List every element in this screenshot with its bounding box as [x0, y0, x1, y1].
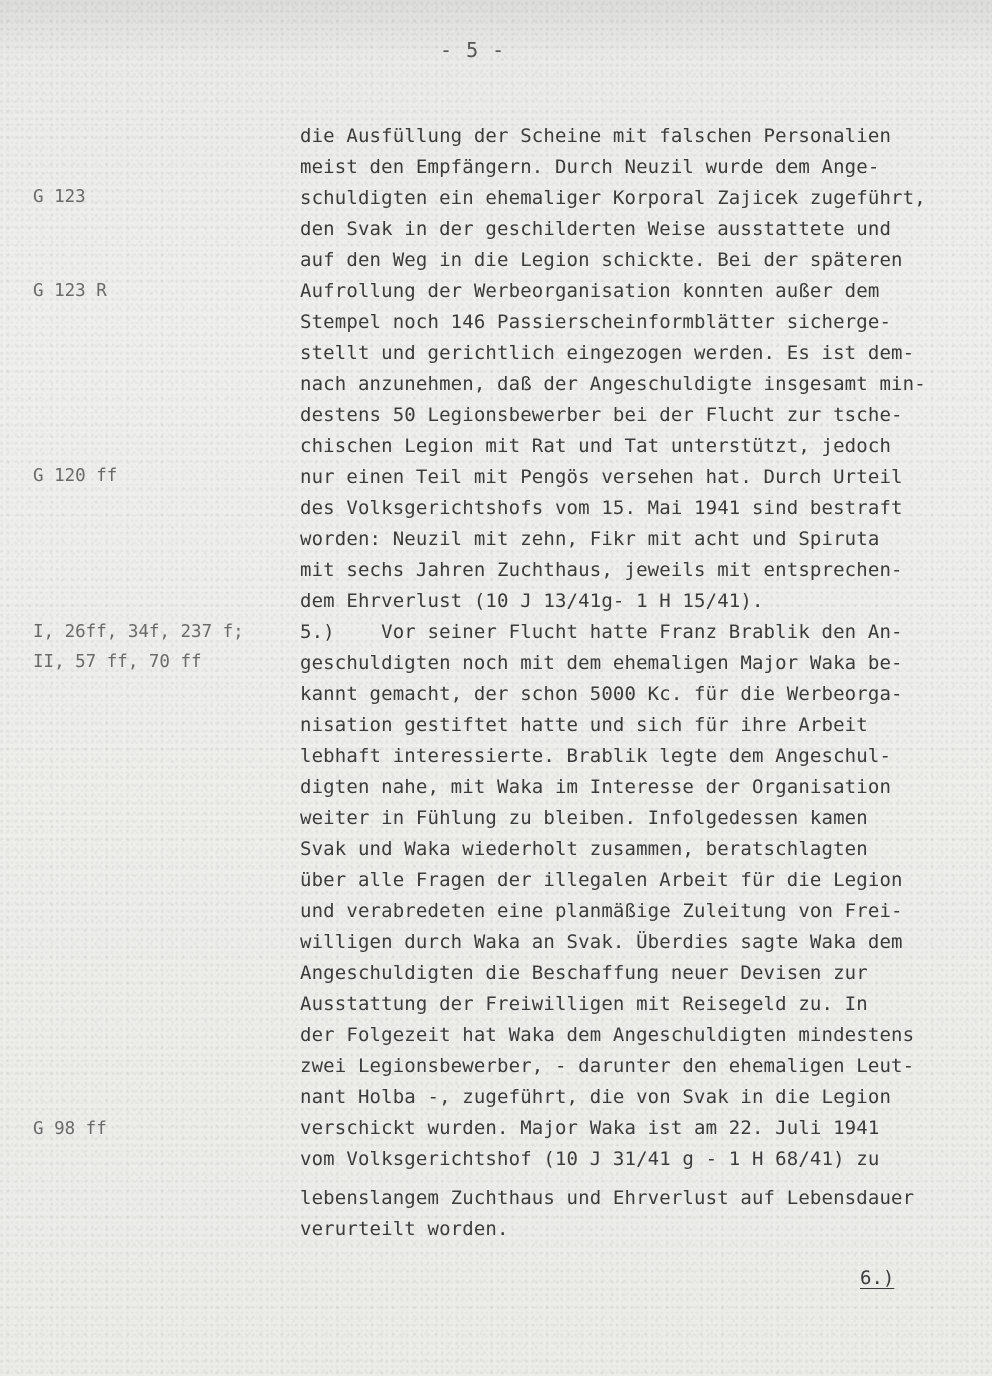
- margin-note: G 123 R: [33, 281, 107, 301]
- body-line: und verabredeten eine planmäßige Zuleitung von Frei-: [300, 900, 903, 922]
- body-line: willigen durch Waka an Svak. Überdies sagte Waka dem: [300, 931, 903, 953]
- body-line: Svak und Waka wiederholt zusammen, beratschlagten: [300, 838, 868, 860]
- body-line: den Svak in der geschilderten Weise ausstattete und: [300, 218, 892, 240]
- body-line: nisation gestiftet hatte und sich für ihre Arbeit: [300, 714, 868, 736]
- body-line: der Folgezeit hat Waka dem Angeschuldigten mindestens: [300, 1024, 915, 1046]
- body-line: nach anzunehmen, daß der Angeschuldigte insgesamt min-: [300, 373, 926, 395]
- body-line: worden: Neuzil mit zehn, Fikr mit acht und Spiruta: [300, 528, 880, 550]
- body-line: nur einen Teil mit Pengös versehen hat. Durch Urteil: [300, 466, 903, 488]
- body-line: stellt und gerichtlich eingezogen werden. Es ist dem-: [300, 342, 915, 364]
- body-line: schuldigten ein ehemaliger Korporal Zajicek zugeführt,: [300, 187, 926, 209]
- body-line: die Ausfüllung der Scheine mit falschen Personalien: [300, 125, 892, 147]
- body-line: weiter in Fühlung zu bleiben. Infolgedessen kamen: [300, 807, 868, 829]
- margin-note: II, 57 ff, 70 ff: [33, 652, 202, 672]
- body-line: lebenslangem Zuchthaus und Ehrverlust auf Lebensdauer: [300, 1187, 915, 1209]
- body-line: 5.) Vor seiner Flucht hatte Franz Brablik den An-: [300, 621, 903, 643]
- margin-note: G 123: [33, 187, 86, 207]
- body-line: geschuldigten noch mit dem ehemaligen Major Waka be-: [300, 652, 903, 674]
- page-number: - 5 -: [440, 38, 506, 62]
- body-line: zwei Legionsbewerber, - darunter den ehemaligen Leut-: [300, 1055, 915, 1077]
- continuation-mark: 6.): [860, 1267, 895, 1289]
- margin-note: G 98 ff: [33, 1119, 107, 1139]
- body-line: über alle Fragen der illegalen Arbeit für die Legion: [300, 869, 903, 891]
- body-line: vom Volksgerichtshof (10 J 31/41 g - 1 H 68/41) zu: [300, 1148, 880, 1170]
- body-line: nant Holba -, zugeführt, die von Svak in die Legion: [300, 1086, 892, 1108]
- margin-note: I, 26ff, 34f, 237 f;: [33, 622, 244, 642]
- body-line: auf den Weg in die Legion schickte. Bei der späteren: [300, 249, 903, 271]
- body-line: kannt gemacht, der schon 5000 Kc. für die Werbeorga-: [300, 683, 903, 705]
- body-line: digten nahe, mit Waka im Interesse der Organisation: [300, 776, 892, 798]
- body-line: verurteilt worden.: [300, 1218, 509, 1240]
- body-line: verschickt wurden. Major Waka ist am 22. Juli 1941: [300, 1117, 880, 1139]
- body-line: Stempel noch 146 Passierscheinformblätter sicherge-: [300, 311, 892, 333]
- margin-note: G 120 ff: [33, 466, 118, 486]
- body-line: Aufrollung der Werbeorganisation konnten außer dem: [300, 280, 880, 302]
- body-line: Angeschuldigten die Beschaffung neuer Devisen zur: [300, 962, 868, 984]
- body-line: dem Ehrverlust (10 J 13/41g- 1 H 15/41).: [300, 590, 764, 612]
- body-line: Ausstattung der Freiwilligen mit Reisegeld zu. In: [300, 993, 868, 1015]
- body-line: meist den Empfängern. Durch Neuzil wurde dem Ange-: [300, 156, 880, 178]
- body-line: lebhaft interessierte. Brablik legte dem Angeschul-: [300, 745, 892, 767]
- body-line: mit sechs Jahren Zuchthaus, jeweils mit entsprechen-: [300, 559, 903, 581]
- body-line: destens 50 Legionsbewerber bei der Flucht zur tsche-: [300, 404, 903, 426]
- body-line: chischen Legion mit Rat und Tat unterstützt, jedoch: [300, 435, 892, 457]
- body-line: des Volksgerichtshofs vom 15. Mai 1941 sind bestraft: [300, 497, 903, 519]
